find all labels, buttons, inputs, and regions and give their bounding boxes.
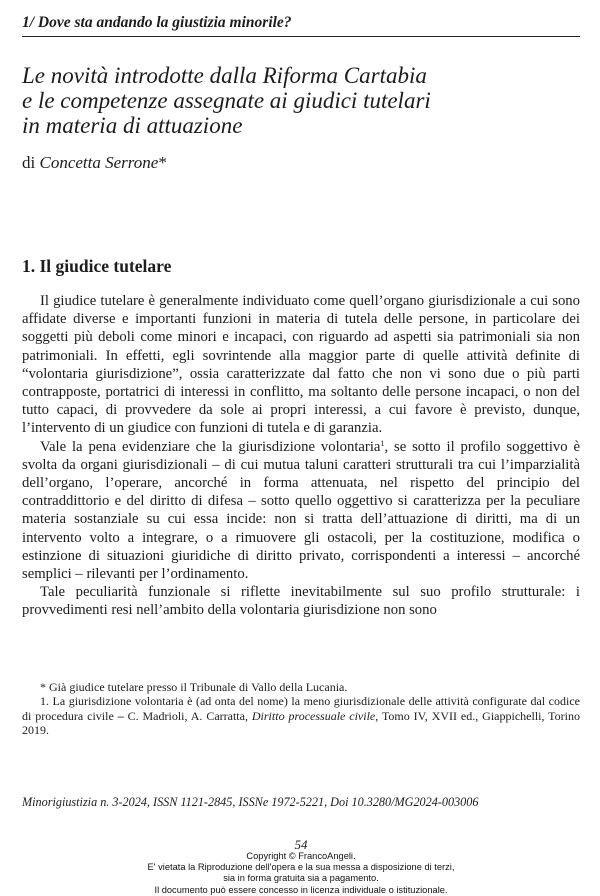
footnote-1-publication: , Tomo IV, XVII ed., Giappichelli, Torino 2019. — [22, 708, 580, 737]
footnotes — [22, 680, 580, 737]
paragraph-3: Tale peculiarità funzionale si riflette inevitabilmente sul suo profilo strutturale: i provvedimenti resi nell’ambito della volontaria giurisdizione non sono — [22, 584, 580, 619]
byline-prefix: di — [22, 153, 40, 172]
page-number: 54 — [294, 837, 308, 852]
title-line-3: in materia di attuazione — [22, 113, 243, 138]
footnote-1-text: 1. La giurisdizione volontaria è (ad onta del nome) la meno giurisdizionale delle attività configurate dal codice di procedura civile — [22, 694, 580, 723]
paragraph-2-start: Vale la pena evidenziare che la giurisdizione volontaria — [40, 438, 381, 455]
footnote-ref-1: 1 — [380, 438, 385, 448]
section-heading: 1. Il giudice tutelare — [22, 256, 172, 276]
copyright-line-1: Copyright © FrancoAngeli. — [246, 851, 356, 861]
running-head: 1/ Dove sta andando la giustizia minorile? — [22, 14, 580, 37]
footnote-author: * Già giudice tutelare presso il Tribunale di Vallo della Lucania. — [40, 680, 348, 694]
author-note-mark: * — [158, 153, 167, 172]
copyright-notice — [22, 851, 580, 896]
paragraph-2 — [22, 438, 580, 584]
title-line-2: e le competenze assegnate ai giudici tutelari — [22, 88, 431, 113]
footnote-1-authors: C. Madrioli, A. Carratta, — [123, 708, 252, 723]
copyright-line-2: E' vietata la Riproduzione dell'opera e la sua messa a disposizione di terzi, — [147, 862, 455, 873]
footnote-1-dash: – — [117, 708, 124, 723]
copyright-line-3: sia in forma gratuita sia a pagamento. — [223, 873, 379, 884]
paragraph-2-rest: , se sotto il profilo soggettivo è svolta da organi giurisdizionali – di cui mutua taluni caratteri strutturali tra cui l’imparzialità dell’organo, l’operare, ancorché in forma attenuata, nel rispetto del principio del contraddittorio e del diritto di difesa – sotto quello oggettivo si caratterizza per la peculiare materia sostanziale su cui essa incide: non si tratta dell’attuazione di diritti, ma di un intervento volto a integrare, o a rimuovere gli ostacoli, per la costituzione, modifica o estinzione di situazioni giuridiche di diritto privato, corrispondenti a interessi – ancorché semplici – rilevanti per l’ordinamento. — [22, 438, 580, 583]
copyright-line-4: Il documento può essere concesso in licenza individuale o istituzionale. — [154, 884, 448, 895]
footnote-1 — [22, 694, 580, 737]
article-title — [22, 63, 580, 138]
body-text — [22, 292, 580, 620]
author-name: Concetta Serrone — [39, 153, 159, 172]
title-line-1: Le novità introdotte dalla Riforma Cartabia — [22, 63, 427, 88]
paragraph-1: Il giudice tutelare è generalmente individuato come quell’organo giurisdizionale a cui sono affidate diverse e importanti funzioni in materia di tutela delle persone, in particolare dei soggetti più deboli come minori e incapaci, con riguardo ad aspetti sia patrimoniali sia non patrimoniali. In effetti, egli sovrintende alla maggior parte di quelle attività definite di “volontaria giurisdizione”, ossia caratterizzate dal fatto che non vi sono due o più parti contrapposte, portatrici di interessi in conflitto, ma soltanto delle persone incapaci, o non del tutto capaci, di provvedere da sole ai propri interessi, a cui favore è previsto, dunque, l’intervento di un giudice con funzioni di tutela e di garanzia. — [22, 293, 580, 437]
document-page — [22, 0, 580, 895]
journal-reference: Minorigiustizia n. 3-2024, ISSN 1121-2845, ISSNe 1972-5221, Doi 10.3280/MG2024-003006 — [22, 795, 479, 809]
byline — [22, 153, 167, 173]
footnote-1-book-title: Diritto processuale civile — [251, 708, 376, 723]
